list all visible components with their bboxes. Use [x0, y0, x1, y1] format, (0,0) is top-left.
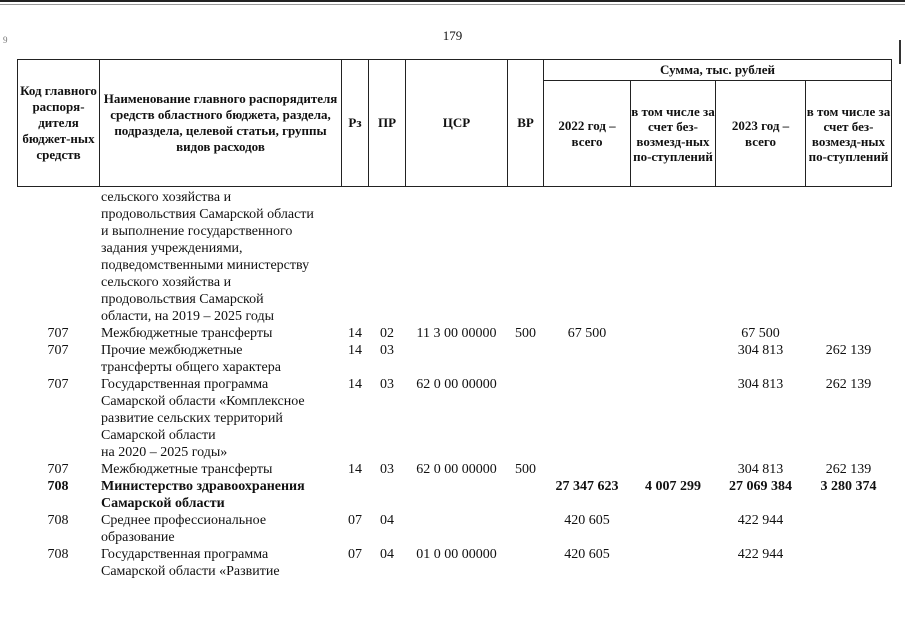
row-2023-total: 304 813	[737, 343, 784, 358]
top-rule	[0, 0, 905, 2]
row-pr: 04	[380, 513, 394, 528]
row-2023-total: 27 069 384	[729, 479, 792, 494]
row-2022-free: 4 007 299	[645, 479, 701, 494]
margin-mark: 9	[3, 35, 8, 45]
row-2023-total: 304 813	[737, 462, 784, 477]
row-rz: 14	[348, 462, 362, 477]
row-code: 708	[47, 547, 69, 562]
row-vr: 500	[515, 462, 536, 477]
header-code: Код главного распоря-дителя бюджет-ных средств	[18, 60, 100, 187]
row-2022-total: 67 500	[567, 326, 607, 341]
row-pr: 03	[380, 343, 394, 358]
row-code: 708	[47, 513, 69, 528]
row-code: 707	[47, 343, 69, 358]
row-csr: 01 0 00 00000	[416, 547, 497, 562]
header-2023-free: в том числе за счет без-возмезд-ных по-ступлений	[806, 81, 892, 187]
header-csr: ЦСР	[406, 60, 508, 187]
header-2023-total: 2023 год – всего	[716, 81, 806, 187]
row-2022-total: 27 347 623	[555, 479, 619, 494]
row-2023-total: 422 944	[737, 547, 784, 562]
row-2023-free: 262 139	[825, 343, 872, 358]
row-2023-free: 262 139	[825, 377, 872, 392]
header-2022-free: в том числе за счет без-возмезд-ных по-ступлений	[631, 81, 716, 187]
scan-edge-mark	[899, 40, 901, 64]
header-name: Наименование главного распорядителя средств областного бюджета, раздела, подраздела, целевой статьи, группы видов расходов	[100, 60, 342, 187]
row-rz: 14	[348, 326, 362, 341]
row-2023-total: 304 813	[737, 377, 784, 392]
row-code: 708	[47, 479, 69, 494]
row-2022-total: 420 605	[564, 547, 610, 562]
row-csr: 62 0 00 00000	[416, 377, 497, 392]
row-name: Государственная программа Самарской области «Комплексное развитие сельских территорий Самарской области на 2020 – 2025 годы»	[101, 377, 305, 460]
row-code: 707	[47, 377, 69, 392]
header-sum: Сумма, тыс. рублей	[544, 60, 892, 81]
row-2023-free: 262 139	[825, 462, 872, 477]
row-vr: 500	[515, 326, 536, 341]
row-pr: 02	[380, 326, 394, 341]
header-2022-total: 2022 год – всего	[544, 81, 631, 187]
page-number: 179	[442, 28, 463, 43]
row-pr: 03	[380, 377, 394, 392]
table-header	[17, 59, 892, 187]
row-name: Межбюджетные трансферты	[101, 326, 273, 341]
row-rz: 14	[348, 343, 362, 358]
row-name: Межбюджетные трансферты	[101, 462, 273, 477]
row-rz: 14	[348, 377, 362, 392]
row-name: сельского хозяйства и продовольствия Самарской области и выполнение государственного задания учреждениями, подведомственными министерству сельского хозяйства и продовольствия Самарской области, на 2019 – 2025 годы	[101, 190, 314, 324]
row-name: Министерство здравоохранения Самарской области	[101, 479, 305, 511]
row-2022-total: 420 605	[564, 513, 610, 528]
row-2023-total: 67 500	[741, 326, 780, 341]
row-rz: 07	[348, 513, 362, 528]
row-code: 707	[47, 462, 69, 477]
row-rz: 07	[348, 547, 362, 562]
row-name: Государственная программа Самарской области «Развитие	[101, 547, 280, 579]
row-csr: 11 3 00 00000	[416, 326, 497, 341]
row-code: 707	[47, 326, 69, 341]
top-rule-thin	[0, 4, 905, 5]
header-pr: ПР	[369, 60, 406, 187]
row-name: Прочие межбюджетные трансферты общего характера	[101, 343, 281, 375]
row-csr: 62 0 00 00000	[416, 462, 497, 477]
row-2023-free: 3 280 374	[820, 479, 877, 494]
row-pr: 04	[380, 547, 394, 562]
row-pr: 03	[380, 462, 394, 477]
row-name: Среднее профессиональное образование	[101, 513, 267, 545]
row-2023-total: 422 944	[737, 513, 784, 528]
header-vr: ВР	[508, 60, 544, 187]
header-rz: Рз	[342, 60, 369, 187]
